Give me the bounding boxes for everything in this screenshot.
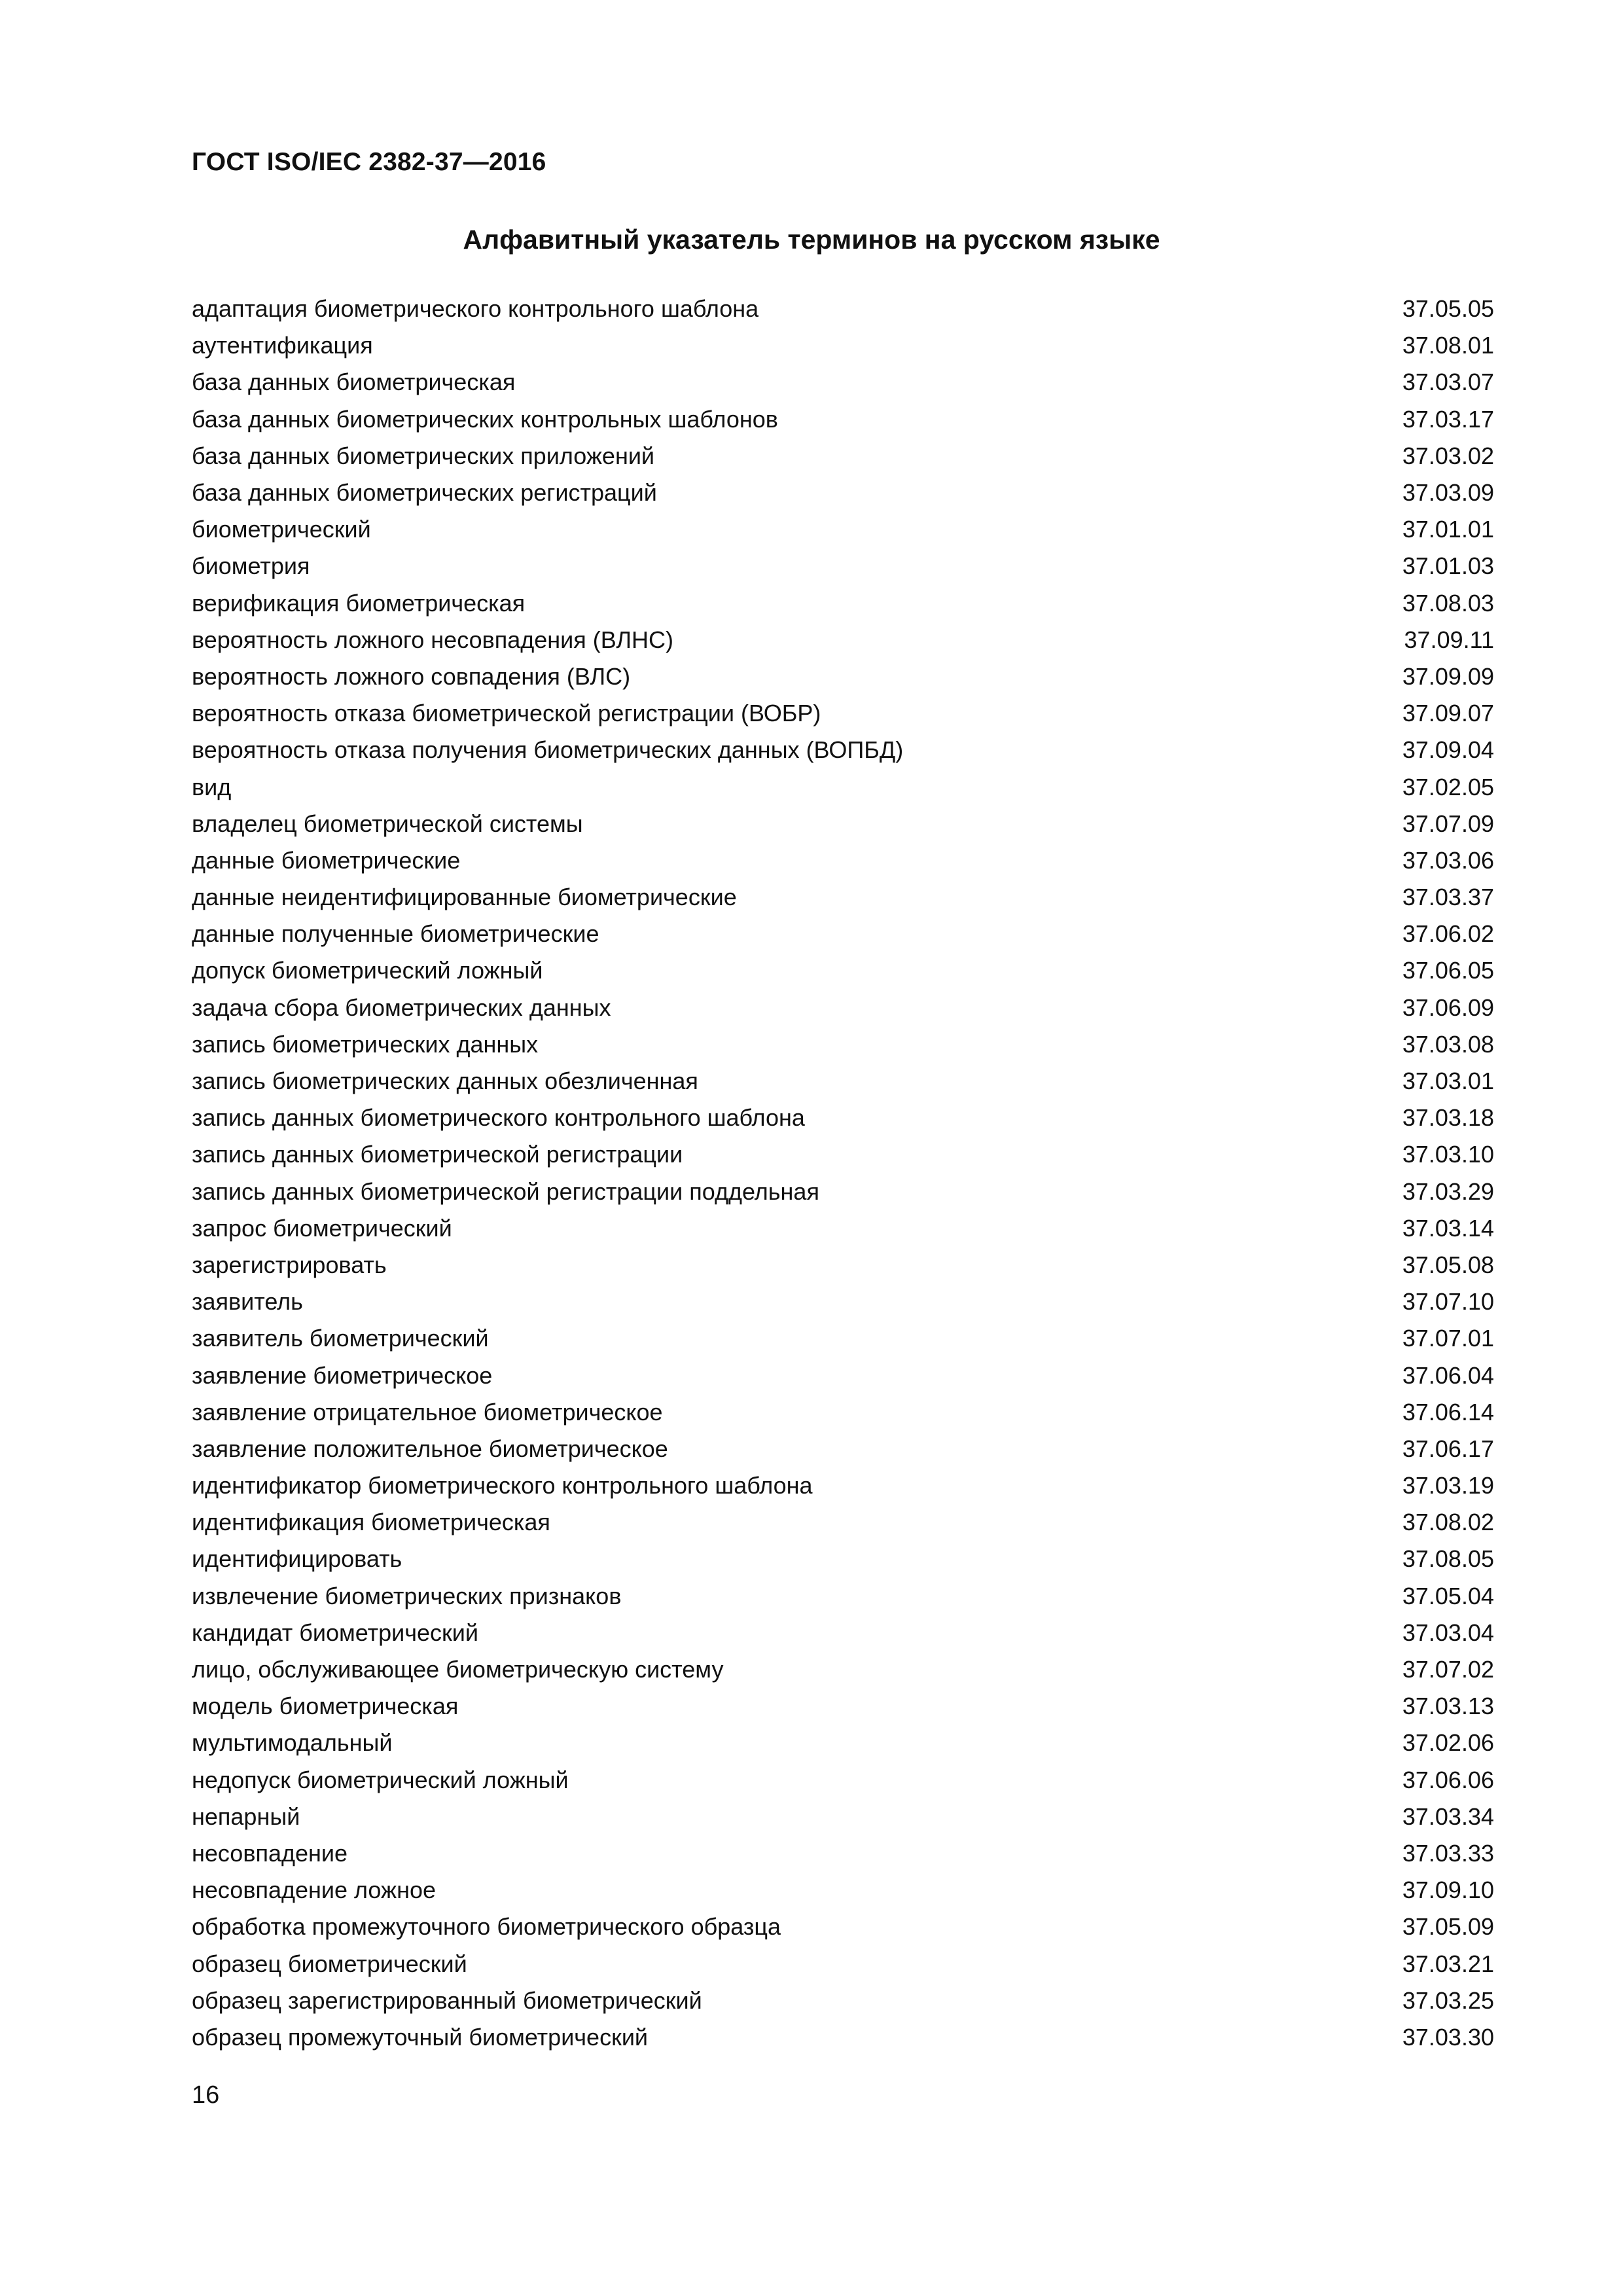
term-code: 37.03.17 [1402, 405, 1494, 433]
term-text: лицо, обслуживающее биометрическую систему [192, 1656, 724, 1683]
term-row [192, 401, 1494, 438]
term-row [192, 1357, 1494, 1393]
term-text: непарный [192, 1803, 300, 1830]
term-row [192, 1063, 1494, 1100]
term-code: 37.09.04 [1402, 736, 1494, 764]
term-text: мультимодальный [192, 1729, 393, 1757]
term-text: недопуск биометрический ложный [192, 1766, 569, 1793]
term-text: данные биометрические [192, 846, 461, 874]
term-text: вероятность отказа биометрической регистрации (ВОБР) [192, 700, 821, 727]
term-code: 37.07.10 [1402, 1288, 1494, 1316]
term-row [192, 1247, 1494, 1283]
term-code: 37.03.14 [1402, 1214, 1494, 1242]
term-row [192, 1100, 1494, 1136]
term-row [192, 879, 1494, 916]
term-text: владелец биометрической системы [192, 810, 583, 837]
term-code: 37.05.08 [1402, 1251, 1494, 1278]
term-code: 37.06.06 [1402, 1766, 1494, 1793]
term-row [192, 1578, 1494, 1615]
term-row [192, 1835, 1494, 1872]
term-code: 37.02.06 [1402, 1729, 1494, 1757]
term-row [192, 364, 1494, 401]
term-code: 37.03.34 [1402, 1803, 1494, 1830]
term-text: идентификация биометрическая [192, 1509, 550, 1536]
term-row [192, 1615, 1494, 1651]
term-text: заявитель [192, 1288, 303, 1316]
term-text: запись биометрических данных обезличенная [192, 1067, 698, 1095]
term-code: 37.03.06 [1402, 846, 1494, 874]
term-code: 37.09.07 [1402, 700, 1494, 727]
term-row [192, 2019, 1494, 2056]
term-code: 37.03.30 [1402, 2023, 1494, 2051]
term-text: образец зарегистрированный биометрический [192, 1986, 702, 2014]
term-text: несовпадение ложное [192, 1876, 437, 1904]
term-row [192, 1504, 1494, 1541]
term-code: 37.06.02 [1402, 920, 1494, 948]
term-text: допуск биометрический ложный [192, 957, 543, 984]
term-text: модель биометрическая [192, 1693, 459, 1720]
term-code: 37.06.17 [1402, 1435, 1494, 1462]
term-row [192, 1431, 1494, 1467]
term-row [192, 658, 1494, 695]
term-row [192, 548, 1494, 584]
term-row [192, 291, 1494, 327]
term-code: 37.03.13 [1402, 1693, 1494, 1720]
term-code: 37.06.14 [1402, 1398, 1494, 1426]
term-code: 37.06.04 [1402, 1361, 1494, 1389]
term-text: адаптация биометрического контрольного шаблона [192, 295, 759, 323]
term-row [192, 952, 1494, 989]
term-row [192, 327, 1494, 364]
term-text: вид [192, 773, 232, 800]
term-text: несовпадение [192, 1839, 348, 1867]
term-row [192, 475, 1494, 511]
term-text: вероятность ложного несовпадения (ВЛНС) [192, 626, 673, 653]
term-text: данные полученные биометрические [192, 920, 599, 948]
term-text: идентифицировать [192, 1545, 402, 1573]
term-text: обработка промежуточного биометрического образца [192, 1913, 781, 1941]
term-code: 37.08.02 [1402, 1509, 1494, 1536]
term-code: 37.03.29 [1402, 1177, 1494, 1205]
document-code: ГОСТ ISO/IEC 2382-37—2016 [192, 148, 546, 176]
term-text: вероятность ложного совпадения (ВЛС) [192, 662, 631, 690]
term-row [192, 438, 1494, 475]
term-text: запись биометрических данных [192, 1030, 539, 1058]
term-code: 37.09.10 [1402, 1876, 1494, 1904]
term-text: база данных биометрическая [192, 368, 516, 396]
term-code: 37.08.05 [1402, 1545, 1494, 1573]
term-row [192, 1136, 1494, 1173]
term-row [192, 916, 1494, 952]
term-text: кандидат биометрический [192, 1619, 478, 1646]
term-row [192, 695, 1494, 732]
term-code: 37.03.21 [1402, 1950, 1494, 1977]
term-code: 37.05.05 [1402, 295, 1494, 323]
term-text: запись данных биометрической регистрации поддельная [192, 1177, 819, 1205]
term-code: 37.09.11 [1404, 626, 1494, 653]
term-row [192, 1982, 1494, 2019]
term-row [192, 1467, 1494, 1504]
term-text: запись данных биометрической регистрации [192, 1141, 683, 1168]
term-text: заявление отрицательное биометрическое [192, 1398, 663, 1426]
term-text: запись данных биометрического контрольного шаблона [192, 1104, 805, 1132]
term-code: 37.01.03 [1402, 552, 1494, 580]
term-row [192, 842, 1494, 879]
term-code: 37.07.01 [1402, 1325, 1494, 1352]
term-text: верификация биометрическая [192, 589, 526, 617]
term-code: 37.03.33 [1402, 1839, 1494, 1867]
term-text: база данных биометрических регистраций [192, 479, 657, 507]
term-text: зарегистрировать [192, 1251, 387, 1278]
term-row [192, 806, 1494, 842]
term-code: 37.05.09 [1402, 1913, 1494, 1941]
term-row [192, 1725, 1494, 1761]
term-row [192, 732, 1494, 768]
term-code: 37.06.05 [1402, 957, 1494, 984]
term-text: образец биометрический [192, 1950, 467, 1977]
term-text: биометрический [192, 516, 371, 543]
term-row [192, 1210, 1494, 1247]
term-text: задача сбора биометрических данных [192, 994, 611, 1021]
term-row [192, 1026, 1494, 1063]
term-row [192, 1174, 1494, 1210]
term-code: 37.03.01 [1402, 1067, 1494, 1095]
term-code: 37.03.19 [1402, 1472, 1494, 1499]
term-text: образец промежуточный биометрический [192, 2023, 649, 2051]
term-text: база данных биометрических контрольных шаблонов [192, 405, 778, 433]
term-text: заявитель биометрический [192, 1325, 489, 1352]
term-code: 37.02.05 [1402, 773, 1494, 800]
term-text: вероятность отказа получения биометрических данных (ВОПБД) [192, 736, 904, 764]
term-row [192, 1320, 1494, 1357]
term-row [192, 1762, 1494, 1799]
term-row [192, 768, 1494, 805]
term-code: 37.01.01 [1402, 516, 1494, 543]
term-row [192, 990, 1494, 1026]
index-title: Алфавитный указатель терминов на русском языке [463, 224, 1160, 255]
term-row [192, 1799, 1494, 1835]
term-code: 37.03.18 [1402, 1104, 1494, 1132]
term-code: 37.03.08 [1402, 1030, 1494, 1058]
term-text: данные неидентифицированные биометрические [192, 884, 737, 911]
term-text: база данных биометрических приложений [192, 442, 655, 469]
term-code: 37.07.02 [1402, 1656, 1494, 1683]
term-code: 37.09.09 [1402, 662, 1494, 690]
term-code: 37.08.03 [1402, 589, 1494, 617]
page-number: 16 [192, 2081, 220, 2109]
term-code: 37.05.04 [1402, 1582, 1494, 1609]
term-code: 37.03.07 [1402, 368, 1494, 396]
term-row [192, 1872, 1494, 1909]
term-row [192, 1541, 1494, 1577]
term-index-list [192, 291, 1494, 2056]
term-code: 37.03.10 [1402, 1141, 1494, 1168]
term-text: аутентификация [192, 332, 373, 359]
term-row [192, 1394, 1494, 1431]
term-text: извлечение биометрических признаков [192, 1582, 622, 1609]
term-code: 37.06.09 [1402, 994, 1494, 1021]
term-text: заявление положительное биометрическое [192, 1435, 668, 1462]
term-text: запрос биометрический [192, 1214, 452, 1242]
term-text: идентификатор биометрического контрольного шаблона [192, 1472, 813, 1499]
term-code: 37.03.37 [1402, 884, 1494, 911]
term-code: 37.03.04 [1402, 1619, 1494, 1646]
term-text: заявление биометрическое [192, 1361, 493, 1389]
term-code: 37.08.01 [1402, 332, 1494, 359]
term-row [192, 585, 1494, 622]
term-code: 37.07.09 [1402, 810, 1494, 837]
term-row [192, 1283, 1494, 1320]
term-row [192, 1688, 1494, 1725]
term-code: 37.03.09 [1402, 479, 1494, 507]
term-row [192, 1909, 1494, 1945]
term-row [192, 1651, 1494, 1688]
term-row [192, 622, 1494, 658]
term-row [192, 511, 1494, 548]
term-code: 37.03.25 [1402, 1986, 1494, 2014]
term-row [192, 1945, 1494, 1982]
term-code: 37.03.02 [1402, 442, 1494, 469]
term-text: биометрия [192, 552, 310, 580]
